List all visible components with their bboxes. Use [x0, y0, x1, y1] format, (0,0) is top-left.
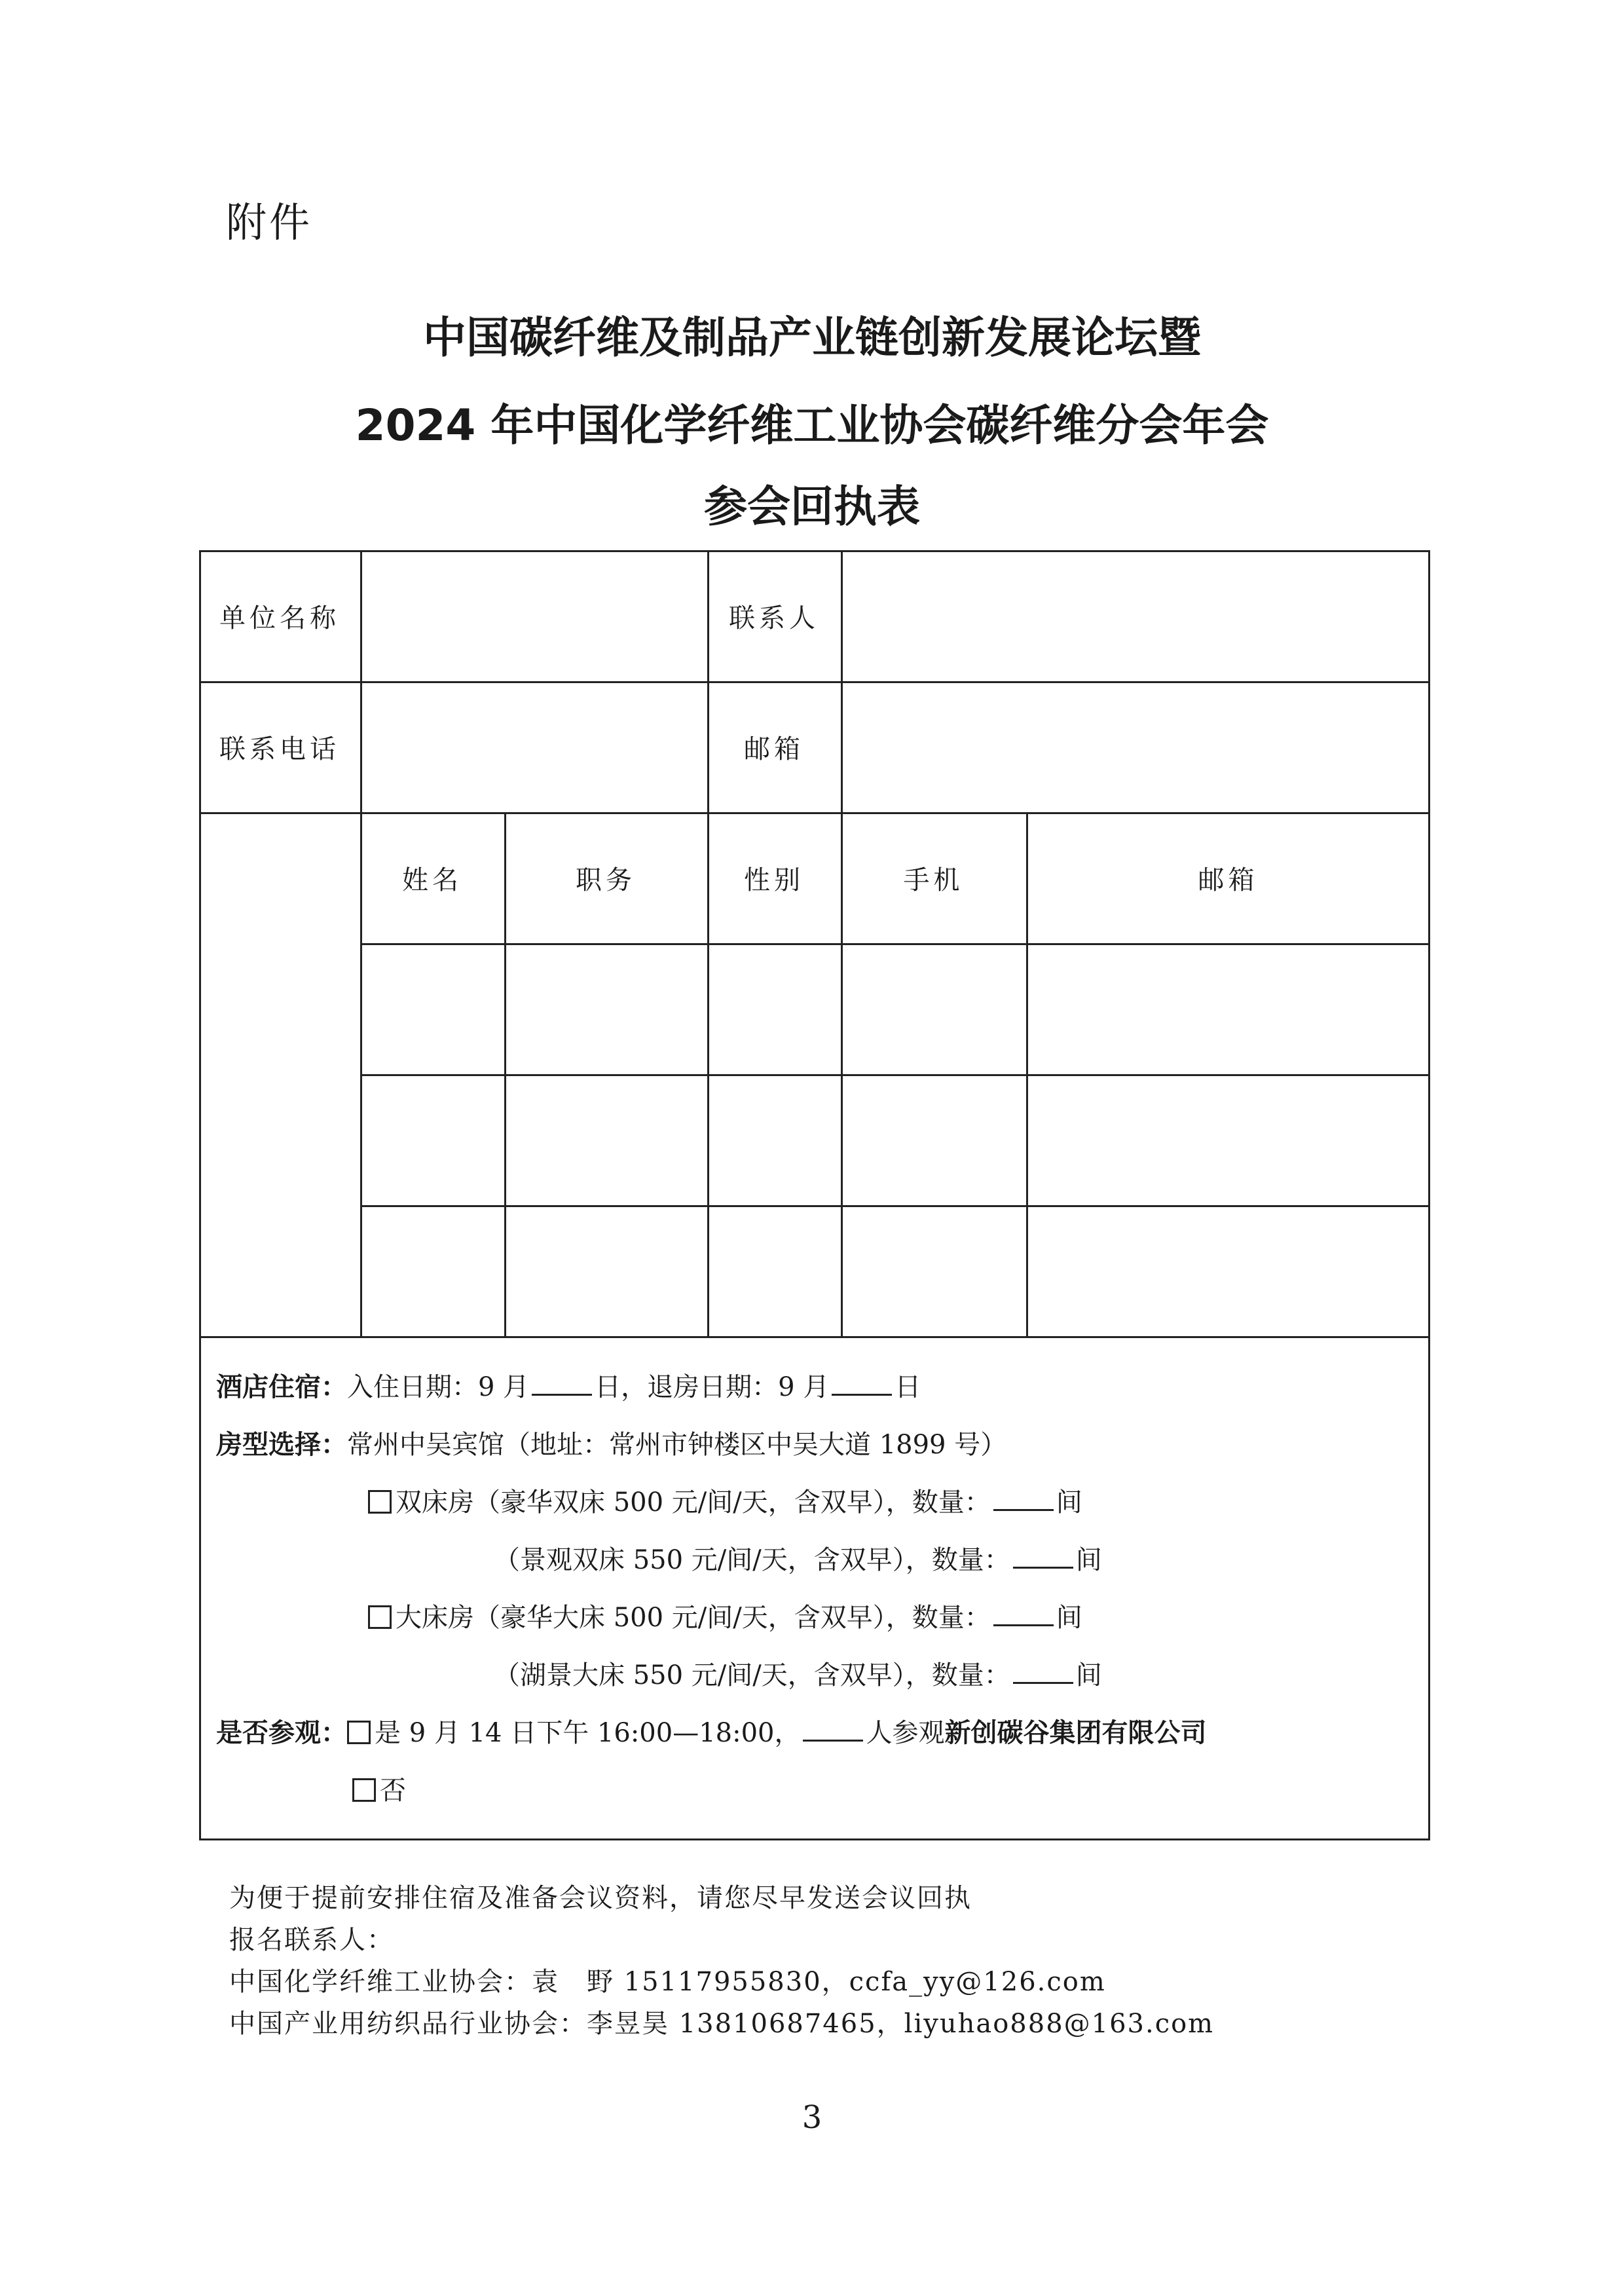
king-room-lake: （湖景大床 550 元/间/天，含双早），数量：	[494, 1660, 1010, 1690]
hotel-name: 常州中吴宾馆（地址：常州市钟楼区中吴大道 1899 号）	[347, 1430, 1007, 1460]
attendee-title-input[interactable]	[506, 945, 707, 1074]
attendee-title-input[interactable]	[506, 1076, 707, 1205]
footer-contact-1: 中国化学纤维工业协会：袁 野 15117955830，ccfa_yy@126.com	[229, 1967, 1106, 1997]
attendee-gender-input[interactable]	[709, 1076, 841, 1205]
form-border-bottom	[199, 1838, 1430, 1840]
contact-person-label: 联系人	[729, 603, 819, 633]
attendee-mobile-input[interactable]	[843, 945, 1026, 1074]
twin-room-checkbox[interactable]	[368, 1490, 392, 1514]
checkin-day-blank[interactable]	[532, 1371, 592, 1396]
attendee-header-name: 姓名	[402, 865, 462, 895]
attachment-label: 附件	[226, 198, 313, 246]
king-room-line	[368, 1597, 1082, 1634]
room-unit: 间	[1056, 1487, 1082, 1518]
form-border-right	[1428, 550, 1430, 1840]
visit-no-line	[352, 1770, 406, 1807]
twin-deluxe-qty[interactable]	[993, 1487, 1054, 1511]
attendee-name-input[interactable]	[362, 1207, 504, 1336]
visit-yes-checkbox[interactable]	[347, 1721, 371, 1744]
twin-room-view: （景观双床 550 元/间/天，含双早），数量：	[494, 1545, 1010, 1575]
attendee-name-input[interactable]	[362, 945, 504, 1074]
visit-label: 是否参观：	[216, 1718, 347, 1748]
attendee-mobile-input[interactable]	[843, 1207, 1026, 1336]
attendee-header-mobile: 手机	[903, 865, 964, 895]
attendee-email-input[interactable]	[1028, 945, 1428, 1074]
checkin-text: 入住日期：9 月	[347, 1372, 530, 1402]
unit-name-label: 单位名称	[219, 603, 340, 633]
unit-name-field[interactable]	[362, 552, 707, 681]
title-line-3: 参会回执表	[704, 481, 920, 532]
attendee-email-input[interactable]	[1028, 1076, 1428, 1205]
twin-room-deluxe: 双床房（豪华双床 500 元/间/天，含双早），数量：	[396, 1487, 991, 1518]
attendee-mobile-input[interactable]	[843, 1076, 1026, 1205]
visit-line	[216, 1712, 1206, 1749]
page-number: 3	[802, 2099, 822, 2136]
attendee-email-input[interactable]	[1028, 1207, 1428, 1336]
king-lake-line	[494, 1654, 1102, 1692]
title-line-2: 2024 年中国化学纤维工业协会碳纤维分会年会	[355, 400, 1269, 451]
attendee-header-gender: 性别	[744, 865, 804, 895]
title-line-1: 中国碳纤维及制品产业链创新发展论坛暨	[423, 312, 1201, 363]
room-type-label: 房型选择：	[216, 1430, 347, 1460]
visit-no-checkbox[interactable]	[352, 1778, 376, 1802]
phone-label: 联系电话	[219, 734, 340, 764]
email-field[interactable]	[843, 683, 1428, 812]
footer-contact-2: 中国产业用纺织品行业协会：李昱昊 13810687465，liyuhao888@163.com	[229, 2009, 1215, 2039]
attendee-header-email: 邮箱	[1198, 865, 1259, 895]
attendee-name-input[interactable]	[362, 1076, 504, 1205]
visit-yes-suffix: 人参观	[866, 1718, 945, 1748]
email-label: 邮箱	[744, 734, 804, 764]
phone-field[interactable]	[362, 683, 707, 812]
attendee-header-title: 职务	[576, 865, 636, 895]
checkout-text: 退房日期：9 月	[647, 1372, 830, 1402]
footer-contact-label: 报名联系人：	[229, 1925, 394, 1955]
hotel-label: 酒店住宿：	[216, 1372, 347, 1402]
king-lake-qty[interactable]	[1013, 1660, 1073, 1684]
row-line	[199, 1336, 1430, 1338]
hotel-dates-line	[216, 1366, 921, 1404]
attendee-gender-input[interactable]	[709, 945, 841, 1074]
visit-no-text: 否	[380, 1776, 406, 1806]
attendee-gender-input[interactable]	[709, 1207, 841, 1336]
twin-room-line	[368, 1482, 1082, 1519]
contact-person-field[interactable]	[843, 552, 1428, 681]
visit-count-blank[interactable]	[803, 1717, 863, 1742]
visit-yes-text: 是 9 月 14 日下午 16:00—18:00，	[375, 1718, 801, 1748]
room-unit: 间	[1056, 1603, 1082, 1633]
room-type-line	[216, 1424, 1006, 1461]
checkin-suffix: 日，	[595, 1372, 648, 1402]
king-room-checkbox[interactable]	[368, 1605, 392, 1629]
checkout-day-blank[interactable]	[832, 1371, 892, 1396]
room-unit: 间	[1075, 1545, 1102, 1575]
twin-view-line	[494, 1539, 1102, 1577]
checkout-suffix: 日	[895, 1372, 921, 1402]
twin-view-qty[interactable]	[1013, 1544, 1073, 1569]
visit-company: 新创碳谷集团有限公司	[944, 1718, 1207, 1748]
room-unit: 间	[1075, 1660, 1102, 1690]
registration-form	[199, 550, 1430, 1840]
attendee-title-input[interactable]	[506, 1207, 707, 1336]
footer-note: 为便于提前安排住宿及准备会议资料，请您尽早发送会议回执	[229, 1883, 972, 1913]
king-room-deluxe: 大床房（豪华大床 500 元/间/天，含双早），数量：	[396, 1603, 991, 1633]
king-deluxe-qty[interactable]	[993, 1602, 1054, 1626]
